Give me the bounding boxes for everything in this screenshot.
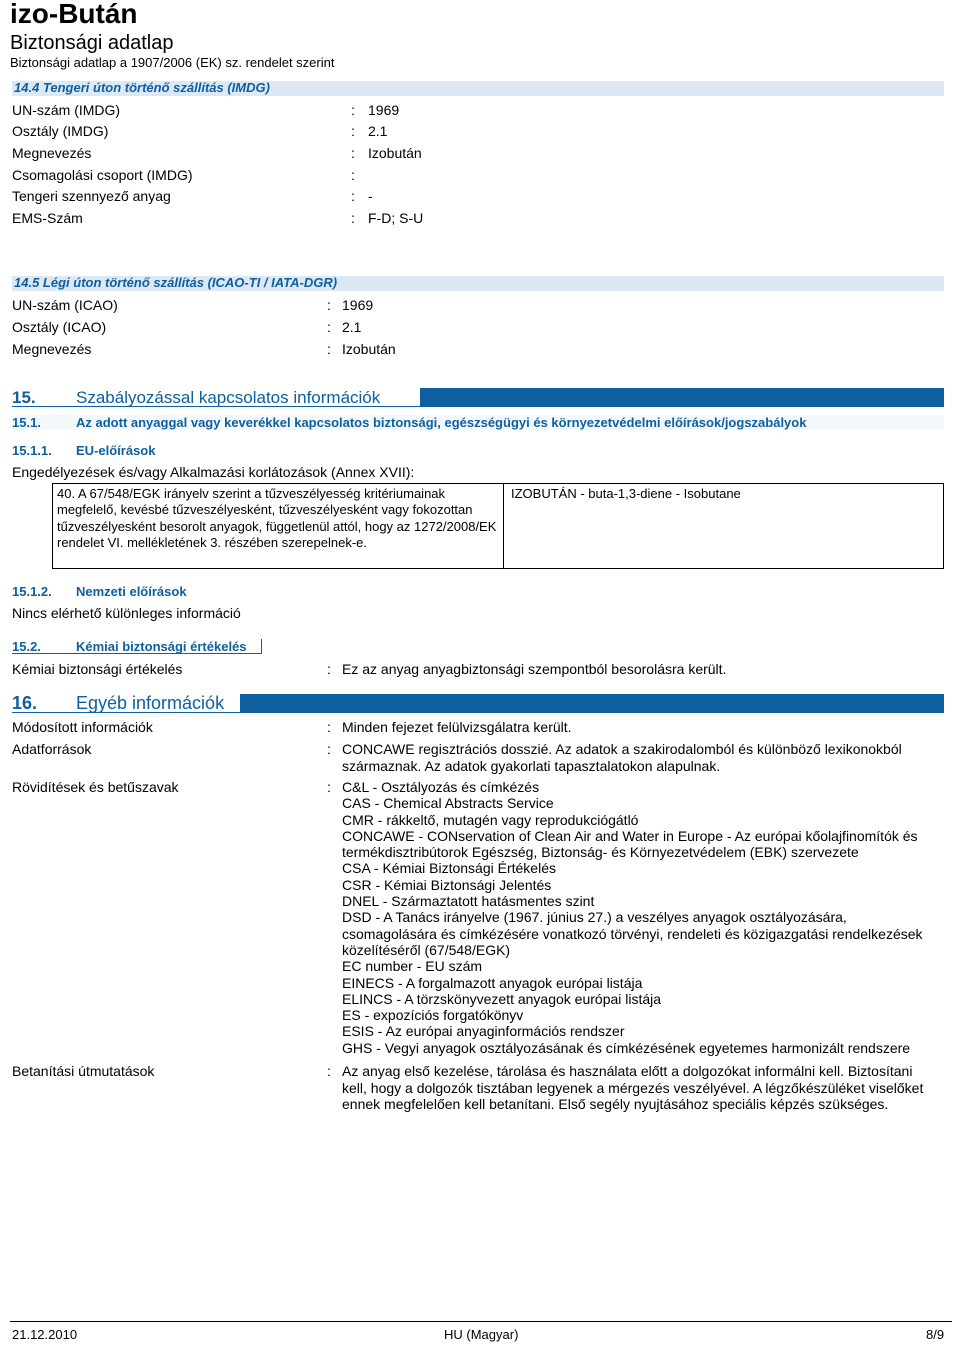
imdg-colon-1: :	[351, 123, 355, 139]
footer-date: 21.12.2010	[12, 1327, 78, 1342]
annex-table	[52, 483, 944, 569]
sources-label: Adatforrások	[12, 741, 92, 757]
list-item: EINECS - A forgalmazott anyagok európai listája	[342, 974, 643, 991]
national-regulations-text: Nincs elérhető különleges információ	[12, 605, 241, 621]
annex-divider	[503, 484, 504, 568]
regulation-note: Biztonsági adatlap a 1907/2006 (EK) sz. rendelet szerint	[10, 55, 335, 70]
abbr-label: Rövidítések és betűszavak	[12, 779, 179, 795]
imdg-label-1: Osztály (IMDG)	[12, 123, 109, 139]
imdg-colon-3: :	[351, 167, 355, 183]
list-item: CONCAWE - CONservation of Clean Air and Water in Europe - Az európai kőolajfinomítók és termékdisztribútorok Egészség, Biztonság- és Környezetvédelem (EBK) szervezete	[342, 827, 918, 861]
annex-restriction-text: 40. A 67/548/EGK irányelv szerint a tűzveszélyesség kritériumainak megfelelő, kevésbé tűzveszélyesként, tűzveszélyesként vagy fokozottan tűzveszélyesként besorolt anyagok, függetlenül attól, hogy az 1272/2008/EK rendelet VI. mellékletének 3. részében szerepelnek-e.	[57, 486, 497, 550]
list-item: CMR - rákkeltő, mutagén vagy reprodukciógátló	[342, 811, 639, 828]
list-item: ESIS - Az európai anyaginformációs rendszer	[342, 1023, 625, 1040]
icao-label-1: Osztály (ICAO)	[12, 319, 107, 335]
subsection-heading-14-5: 14.5 Légi úton történő szállítás (ICAO-TI / IATA-DGR)	[14, 275, 338, 290]
imdg-value-4: -	[368, 188, 373, 204]
csa-value: Ez az anyag anyagbiztonsági szempontból besorolásra került.	[342, 661, 727, 677]
footer-page-number: 8/9	[926, 1327, 945, 1342]
subsection-heading-14-4: 14.4 Tengeri úton történő szállítás (IMDG)	[14, 80, 270, 95]
list-item: C&L - Osztályozás és címkézés	[342, 779, 540, 795]
subsection-15-1-2-number: 15.1.2.	[12, 584, 52, 599]
abbreviation-list	[342, 779, 937, 1056]
imdg-colon-5: :	[351, 210, 355, 226]
section-16-number: 16.	[12, 693, 38, 713]
imdg-colon-0: :	[351, 102, 355, 118]
icao-value-1: 2.1	[342, 319, 362, 335]
imdg-label-2: Megnevezés	[12, 145, 92, 161]
modified-colon: :	[327, 719, 331, 735]
training-value: Az anyag első kezelése, tárolása és használata előtt a dolgozókat informálni kell. Biztosítani kell, hogy a dolgozók tisztában legyenek a mérgezés veszélyével. A légzőkészüléket viselőket ennek megfelelően kell betanítani. Első segély nyujtásához speciális képzés szükséges.	[342, 1063, 924, 1112]
annex-substance-text: IZOBUTÁN - buta-1,3-diene - Isobutane	[511, 486, 741, 501]
list-item: ELINCS - A törzskönyvezett anyagok európai listája	[342, 990, 662, 1007]
csa-colon: :	[327, 661, 331, 677]
imdg-label-5: EMS-Szám	[12, 210, 83, 226]
icao-colon-0: :	[327, 297, 331, 313]
document-title: izo-Bután	[10, 0, 138, 29]
icao-colon-2: :	[327, 341, 331, 357]
imdg-value-1: 2.1	[368, 123, 388, 139]
icao-label-0: UN-szám (ICAO)	[12, 297, 118, 313]
icao-label-2: Megnevezés	[12, 341, 92, 357]
abbr-colon: :	[327, 779, 331, 795]
section-15-number: 15.	[12, 388, 36, 407]
list-item: GHS - Vegyi anyagok osztályozásának és címkézésének egyetemes harmonizált rendszere	[342, 1039, 911, 1056]
list-item: CAS - Chemical Abstracts Service	[342, 795, 554, 812]
csa-label: Kémiai biztonsági értékelés	[12, 661, 183, 677]
list-item: EC number - EU szám	[342, 958, 483, 975]
section-15-title: Szabályozással kapcsolatos információk	[76, 388, 381, 407]
modified-value: Minden fejezet felülvizsgálatra került.	[342, 719, 572, 735]
icao-colon-1: :	[327, 319, 331, 335]
subsection-15-1-1-title: EU-előírások	[76, 443, 156, 458]
training-colon: :	[327, 1063, 331, 1079]
sources-colon: :	[327, 741, 331, 757]
footer-rule	[10, 1321, 952, 1322]
subsection-15-1-title: Az adott anyaggal vagy keverékkel kapcsolatos biztonsági, egészségügyi és környezetvédelmi előírások/jogszabályok	[76, 415, 807, 430]
imdg-label-0: UN-szám (IMDG)	[12, 102, 121, 118]
list-item: DSD - A Tanács irányelve (1967. június 27.) a veszélyes anyagok osztályozására, csomagolására és címkézésére vonatkozó törvényi, rendeleti és közigazgatási rendelkezések közelítéséről (67/548/EGK)	[342, 909, 923, 958]
section-16-title: Egyéb információk	[76, 693, 225, 713]
sources-value: CONCAWE regisztrációs dosszié. Az adatok a szakirodalomból és különböző lexikonokból származnak. Az adatok gyakorlati tapasztalatokon alapulnak.	[342, 741, 902, 774]
imdg-value-0: 1969	[368, 102, 400, 118]
list-item: CSR - Kémiai Biztonsági Jelentés	[342, 876, 552, 893]
annex-label: Engedélyezések és/vagy Alkalmazási korlátozások (Annex XVII):	[12, 464, 415, 480]
list-item: ES - expozíciós forgatókönyv	[342, 1007, 524, 1024]
list-item: DNEL - Származtatott hatásmentes szint	[342, 893, 595, 910]
imdg-colon-4: :	[351, 188, 355, 204]
list-item: CSA - Kémiai Biztonsági Értékelés	[342, 860, 556, 877]
icao-value-0: 1969	[342, 297, 374, 313]
imdg-colon-2: :	[351, 145, 355, 161]
subsection-15-1-2-title: Nemzeti előírások	[76, 584, 187, 599]
imdg-value-2: Izobután	[368, 145, 422, 161]
icao-value-2: Izobután	[342, 341, 396, 357]
modified-label: Módosított információk	[12, 719, 153, 735]
imdg-value-5: F-D; S-U	[368, 210, 424, 226]
subsection-15-2-title: Kémiai biztonsági értékelés	[76, 639, 247, 654]
subsection-15-1-number: 15.1.	[12, 415, 41, 430]
document-subtitle: Biztonsági adatlap	[10, 32, 174, 54]
subsection-15-1-1-number: 15.1.1.	[12, 443, 52, 458]
training-label: Betanítási útmutatások	[12, 1063, 155, 1079]
footer-language: HU (Magyar)	[444, 1327, 519, 1342]
subsection-15-2-number: 15.2.	[12, 639, 41, 654]
imdg-label-3: Csomagolási csoport (IMDG)	[12, 167, 193, 183]
imdg-label-4: Tengeri szennyező anyag	[12, 188, 171, 204]
